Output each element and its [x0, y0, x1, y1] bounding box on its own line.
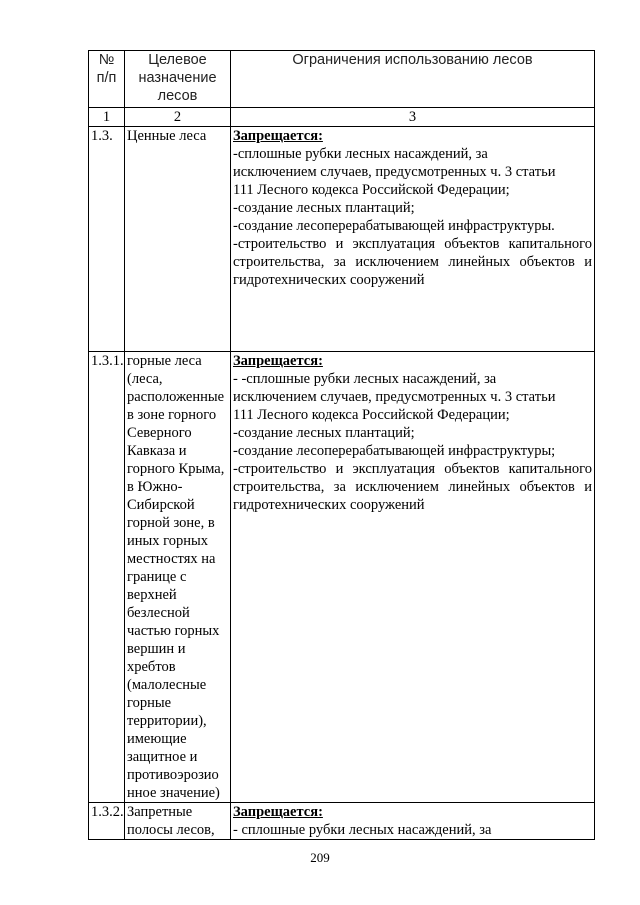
restriction-line: -создание лесоперерабатывающей инфраструктуры. [233, 218, 555, 234]
restriction-line: исключением случаев, предусмотренных ч. 3 статьи [233, 164, 556, 180]
purpose-line: горного Крыма, [127, 461, 225, 477]
header-purpose: Целевое назначение лесов [125, 51, 231, 108]
restriction-title: Запрещается: [233, 353, 323, 369]
restriction-line: - -сплошные рубки лесных насаждений, за [233, 371, 497, 387]
column-number-row [89, 108, 595, 127]
restriction-line: строительства, за исключением линейных объектов и [233, 479, 592, 495]
restriction-line: -создание лесных плантаций; [233, 200, 415, 216]
row-number: 1.3. [89, 127, 125, 352]
purpose-line: иных горных [127, 533, 208, 549]
purpose-line: имеющие [127, 731, 187, 747]
purpose-line: хребтов [127, 659, 176, 675]
row-restrictions [231, 127, 595, 352]
purpose-line: Северного [127, 425, 192, 441]
header-number: № п/п [89, 51, 125, 108]
purpose-line: горные [127, 695, 172, 711]
purpose-line: безлесной [127, 605, 190, 621]
purpose-line: Ценные леса [127, 128, 207, 144]
restriction-line: -создание лесоперерабатывающей инфраструктуры; [233, 443, 556, 459]
purpose-line: Сибирской [127, 497, 195, 513]
restriction-line: гидротехнических сооружений [233, 497, 425, 513]
row-purpose [125, 352, 231, 803]
purpose-line: в Южно- [127, 479, 183, 495]
restriction-line: -сплошные рубки лесных насаждений, за [233, 146, 488, 162]
restriction-line: 111 Лесного кодекса Российской Федерации; [233, 182, 510, 198]
purpose-line: территории), [127, 713, 207, 729]
purpose-line: расположенные [127, 389, 225, 405]
restriction-line: гидротехнических сооружений [233, 272, 425, 288]
table-row [89, 352, 595, 803]
purpose-line: местностях на [127, 551, 216, 567]
column-number: 3 [231, 108, 595, 127]
row-restrictions [231, 803, 595, 840]
restriction-line: -строительство и эксплуатация объектов капитального [233, 461, 592, 477]
restriction-line: -создание лесных плантаций; [233, 425, 415, 441]
purpose-line: Запретные [127, 804, 193, 820]
purpose-line: полосы лесов, [127, 822, 215, 838]
purpose-line: противоэрозио [127, 767, 219, 783]
purpose-line: (леса, [127, 371, 163, 387]
column-number: 2 [125, 108, 231, 127]
row-number: 1.3.1. [89, 352, 125, 803]
restriction-line: -строительство и эксплуатация объектов капитального [233, 236, 592, 252]
header-restrictions: Ограничения использованию лесов [231, 51, 595, 108]
table-row [89, 127, 595, 352]
purpose-line: защитное и [127, 749, 198, 765]
page-number: 209 [310, 850, 330, 865]
restriction-line: строительства, за исключением линейных объектов и [233, 254, 592, 270]
purpose-line: вершин и [127, 641, 186, 657]
row-number: 1.3.2. [89, 803, 125, 840]
restriction-title: Запрещается: [233, 804, 323, 820]
purpose-line: границе с [127, 569, 187, 585]
purpose-line: верхней [127, 587, 177, 603]
row-purpose [125, 127, 231, 352]
restrictions-table [88, 50, 595, 840]
restriction-line: 111 Лесного кодекса Российской Федерации; [233, 407, 510, 423]
purpose-line: в зоне горного [127, 407, 217, 423]
restriction-line: исключением случаев, предусмотренных ч. 3 статьи [233, 389, 556, 405]
purpose-line: (малолесные [127, 677, 207, 693]
row-purpose [125, 803, 231, 840]
purpose-line: горные леса [127, 353, 202, 369]
purpose-line: нное значение) [127, 785, 220, 801]
purpose-line: частью горных [127, 623, 220, 639]
column-number: 1 [89, 108, 125, 127]
table-row [89, 803, 595, 840]
purpose-line: горной зоне, в [127, 515, 215, 531]
row-restrictions [231, 352, 595, 803]
purpose-line: Кавказа и [127, 443, 187, 459]
restriction-title: Запрещается: [233, 128, 323, 144]
table-header-row [89, 51, 595, 108]
restriction-line: - сплошные рубки лесных насаждений, за [233, 822, 492, 838]
